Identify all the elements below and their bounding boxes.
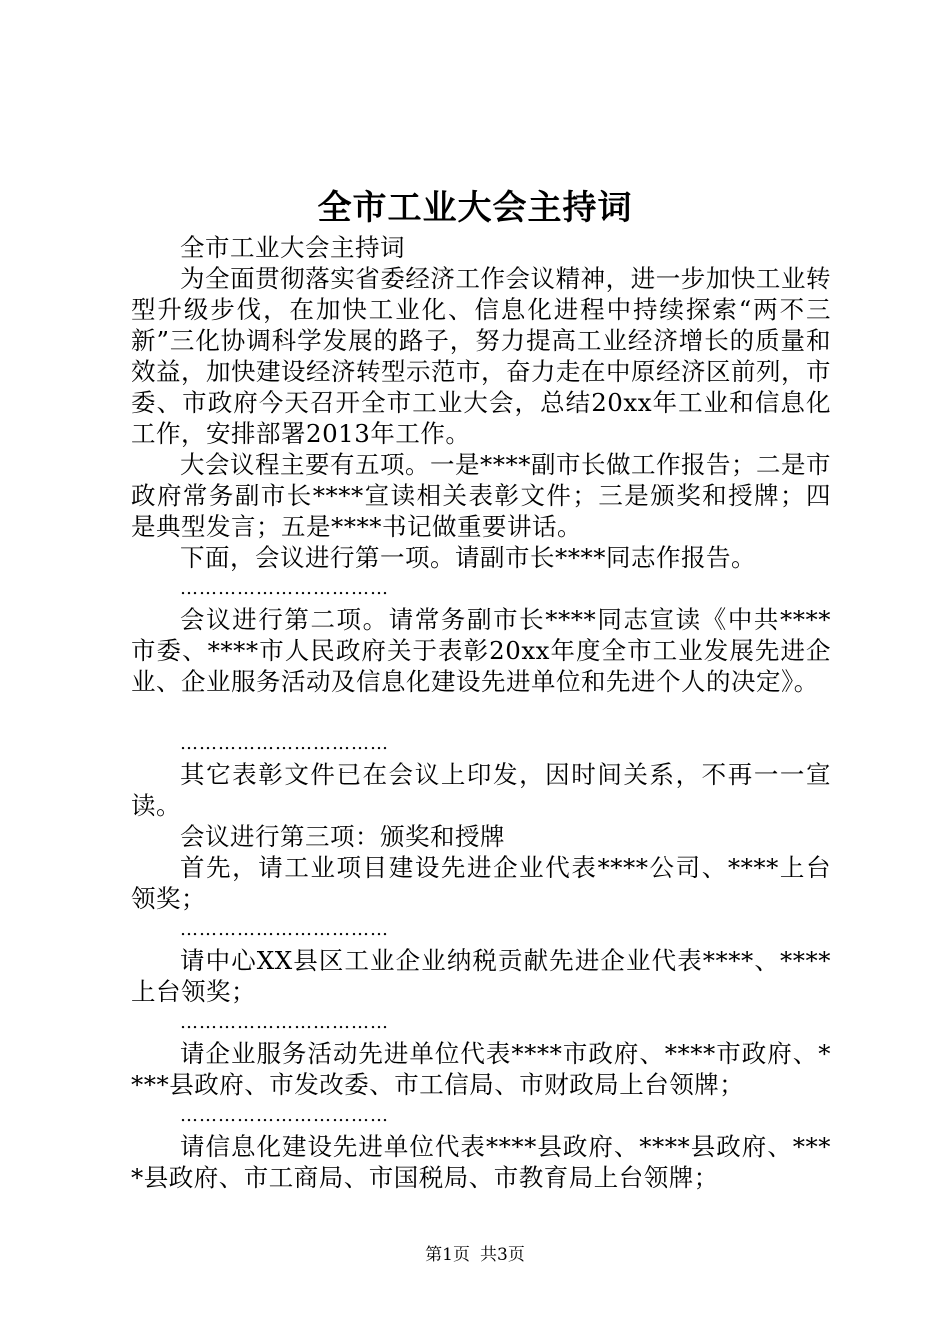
ellipsis-divider: …………………………… (180, 1012, 389, 1033)
page-footer (0, 1243, 950, 1267)
paragraph-award-projects: 首先，请工业项目建设先进企业代表****公司、****上台领奖； (131, 853, 831, 913)
paragraph-subtitle: 全市工业大会主持词 (180, 233, 405, 262)
document-body (131, 232, 831, 1193)
paragraph-award-tax: 请中心XX县区工业企业纳税贡献先进企业代表****、****上台领奖； (131, 946, 831, 1006)
paragraph-item-three: 会议进行第三项：颁奖和授牌 (180, 822, 505, 851)
paragraph-item-two: 会议进行第二项。请常务副市长****同志宣读《中共****市委、****市人民政府关于表彰20xx年度全市工业发展先进企业、企业服务活动及信息化建设先进单位和先进个人的决定》。 (131, 605, 831, 696)
paragraph-award-service: 请企业服务活动先进单位代表****市政府、****市政府、****县政府、市发改委、市工信局、市财政局上台领牌； (131, 1039, 831, 1099)
ellipsis-divider: …………………………… (180, 919, 389, 940)
page-number: 第1页 (425, 1245, 470, 1265)
blank-line (131, 697, 831, 728)
paragraph-intro: 为全面贯彻落实省委经济工作会议精神，进一步加快工业转型升级步伐，在加快工业化、信息化进程中持续探索“两不三新”三化协调科学发展的路子，努力提高工业经济增长的质量和效益，加快建设经济转型示范市，奋力走在中原经济区前列，市委、市政府今天召开全市工业大会，总结20xx年工业和信息化工作，安排部署2013年工作。 (131, 264, 831, 448)
ellipsis-divider: …………………………… (180, 578, 389, 599)
page-total: 共3页 (480, 1245, 525, 1265)
ellipsis-divider: …………………………… (180, 733, 389, 754)
ellipsis-divider: …………………………… (180, 1105, 389, 1126)
paragraph-agenda: 大会议程主要有五项。一是****副市长做工作报告；二是市政府常务副市长****宣读相关表彰文件；三是颁奖和授牌；四是典型发言；五是****书记做重要讲话。 (131, 450, 831, 541)
paragraph-other-documents: 其它表彰文件已在会议上印发，因时间关系，不再一一宣读。 (131, 760, 831, 820)
paragraph-item-one: 下面，会议进行第一项。请副市长****同志作报告。 (180, 543, 756, 572)
document-title: 全市工业大会主持词 (317, 188, 633, 228)
paragraph-award-informatization: 请信息化建设先进单位代表****县政府、****县政府、****县政府、市工商局、市国税局、市教育局上台领牌； (131, 1132, 831, 1192)
